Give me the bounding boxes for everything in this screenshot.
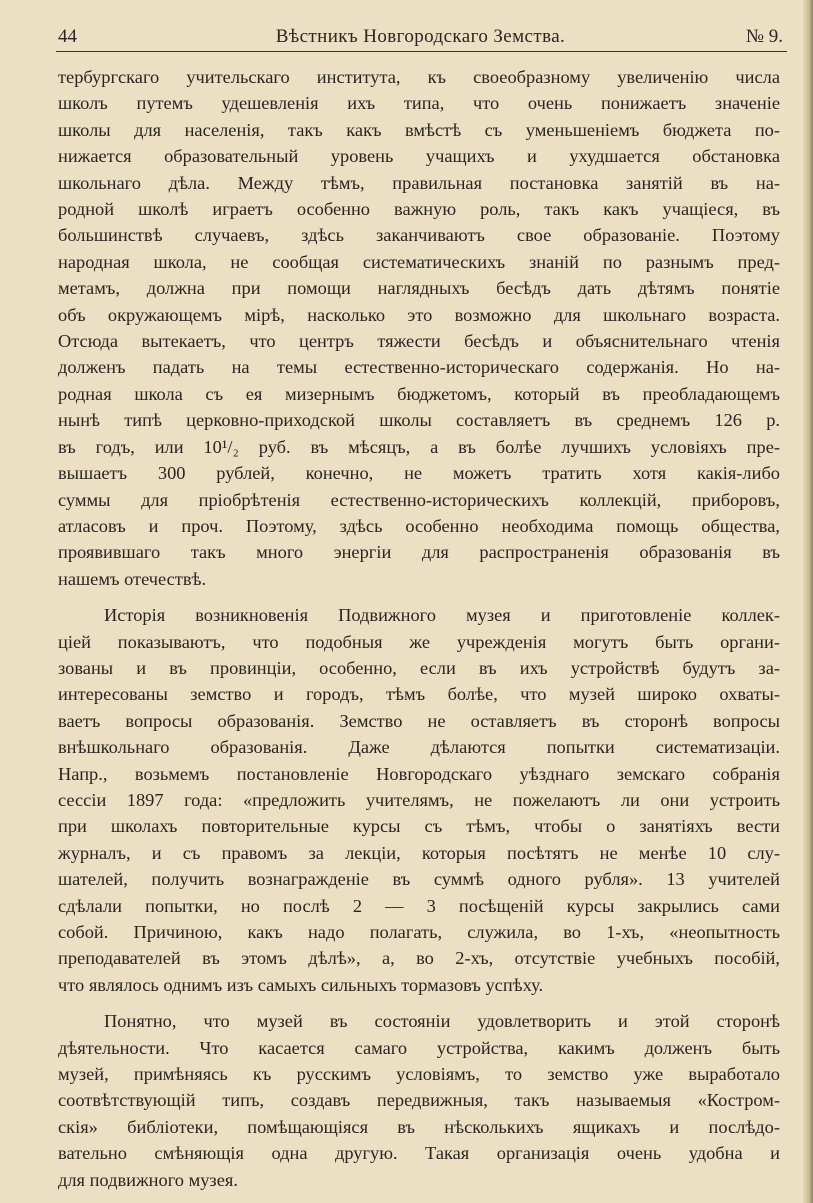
text-line: вышаетъ 300 рублей, конечно, не можетъ тратить хотя какія-либо [58,463,780,484]
text-line: при школахъ повторительные курсы съ тѣмъ, чтобы о занятіяхъ вести [58,816,780,837]
text-line: для подвижного музея. [58,1169,238,1190]
text-line: Напр., возьмемъ постановленіе Новгородскаго уѣзднаго земскаго собранія [58,763,780,784]
text-line: ціей показываютъ, что подобныя же учрежденія могутъ быть органи- [58,631,780,652]
text-line: журналъ, и съ правомъ за лекціи, которыя посѣтятъ не менѣе 10 слу- [58,842,780,863]
text-line: преподавателей въ этомъ дѣлѣ», а, во 2-хъ, отсутствіе учебныхъ пособій, [58,948,780,969]
page-number: 44 [58,26,77,47]
text-line: ваетъ вопросы образованія. Земство не оставляетъ въ сторонѣ вопросы [58,710,780,731]
paragraph [58,1008,780,1193]
text-line: Понятно, что музей въ состояніи удовлетворить и этой сторонѣ [104,1011,780,1032]
text-line: сдѣлали попытки, но послѣ 2 — 3 посѣщеній курсы закрылись сами [58,895,780,916]
text-line: родная школа съ ея мизернымъ бюджетомъ, который въ преобладающемъ [58,383,780,404]
text-line: школы для населенія, такъ какъ вмѣстѣ съ уменьшеніемъ бюджета по- [58,119,780,140]
text-line: зованы и въ провинціи, особенно, если въ ихъ устройствѣ будутъ за- [58,657,780,678]
text-line: большинствѣ случаевъ, здѣсь заканчиваютъ свое образованіе. Поэтому [58,225,780,246]
text-line: школъ путемъ удешевленія ихъ типа, что очень понижаетъ значеніе [58,93,780,114]
text-line: что являлось однимъ изъ самыхъ сильныхъ тормазовъ успѣху. [58,974,544,995]
text-line: метамъ, должна при помощи наглядныхъ бесѣдъ дать дѣтямъ понятіе [58,278,780,299]
text-line: школьнаго дѣла. Между тѣмъ, правильная постановка занятій въ на- [58,172,780,193]
text-line: народная школа, не сообщая систематическихъ знаній по разнымъ пред- [58,251,780,272]
text-line: соотвѣтствующій типъ, создавъ передвижныя, такъ называемыя «Костром- [58,1090,780,1111]
text-line: родной школѣ играетъ особенно важную роль, такъ какъ учащіеся, въ [58,199,780,220]
text-line: вательно смѣняющія одна другую. Такая организація очень удобна и [58,1143,780,1164]
text-line: нижается образовательный уровень учащихъ и ухудшается обстановка [58,146,780,167]
text-line: Отсюда вытекаетъ, что центръ тяжести бесѣдъ и объяснительнаго чтенія [58,331,780,352]
text-line: собой. Причиною, какъ надо полагать, служила, во 1-хъ, «неопытность [58,922,780,942]
text-line: дѣятельности. Что касается самаго устройства, какимъ долженъ быть [58,1037,780,1058]
text-line: проявившаго такъ много энергіи для распространенія образованія въ [58,542,780,563]
journal-title: Вѣстникъ Новгородскаго Земства. [275,26,566,47]
text-line: долженъ падать на темы естественно-историческаго содержанія. Но на- [58,357,780,378]
body-text [58,64,780,1193]
text-line: въ годъ, или 10¹/₂ руб. въ мѣсяцъ, а въ болѣе лучшихъ условіяхъ пре- [58,436,780,457]
text-line: суммы для пріобрѣтенія естественно-историческихъ коллекцій, приборовъ, [58,489,780,510]
text-line: нынѣ типѣ церковно-приходской школы составляетъ въ среднемъ 126 р. [58,410,780,431]
text-line: скія» библіотеки, помѣщающіяся въ нѣсколькихъ ящикахъ и послѣдо- [58,1116,780,1137]
text-line: интересованы земство и городъ, тѣмъ болѣе, что музей широко охваты- [58,684,780,705]
text-line: тербургскаго учительскаго института, къ своеобразному увеличенію числа [58,67,780,87]
text-line: музей, примѣняясь къ русскимъ условіямъ, то земство уже выработало [58,1064,780,1085]
text-line: Исторія возникновенія Подвижного музея и приготовленіе коллек- [104,605,780,626]
text-line: нашемъ отечествѣ. [58,568,207,589]
text-line: атласовъ и проч. Поэтому, здѣсь особенно необходима помощь общества, [58,515,780,536]
text-line: шателей, получить вознагражденіе въ суммѣ одного рубля». 13 учителей [58,869,780,890]
page-edge-shadow [803,0,813,1203]
text-line: сессіи 1897 года: «предложить учителямъ, не пожелаютъ ли они устроить [58,789,780,810]
paragraph [58,602,780,998]
paragraph [58,64,780,592]
running-header [58,20,783,52]
issue-number: № 9. [745,26,783,47]
text-line: объ окружающемъ мірѣ, насколько это возможно для школьнаго возраста. [58,304,780,325]
header-rule [56,51,787,52]
text-line: внѣшкольнаго образованія. Даже дѣлаются попытки систематизаціи. [58,737,780,758]
